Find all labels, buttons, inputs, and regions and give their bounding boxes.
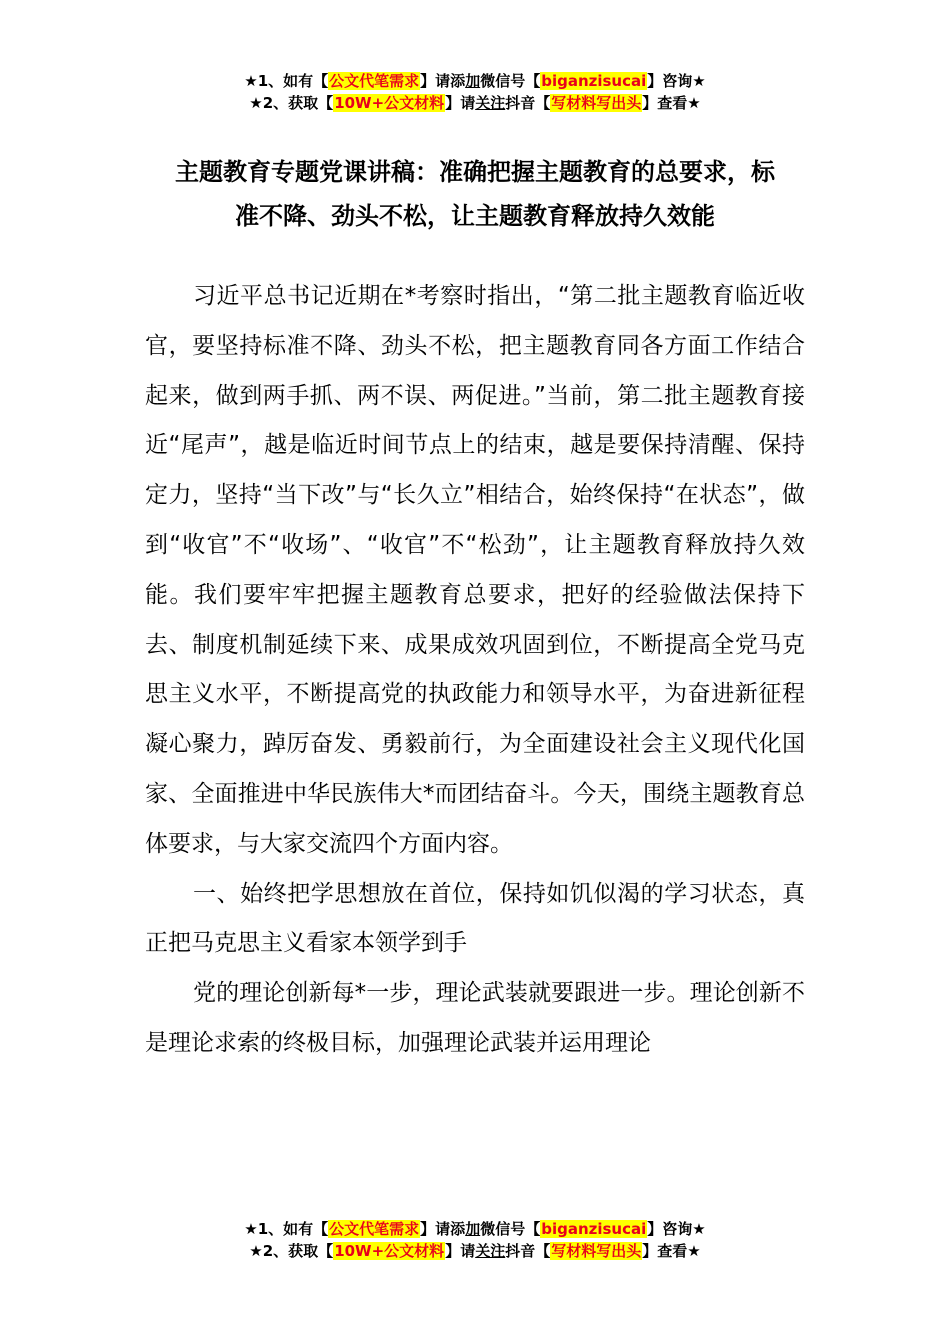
paragraph: 党的理论创新每*一步，理论武装就要跟进一步。理论创新不是理论求索的终极目标，加强理论武装并运用理论	[145, 980, 805, 1056]
notice-text: 】请	[445, 94, 476, 112]
notice-highlight: 公文代笔需求	[329, 1220, 420, 1238]
notice-underlined: 加	[465, 72, 481, 90]
notice-highlight: 写材料写出头	[551, 1242, 642, 1260]
notice-highlight: 公文代笔需求	[329, 72, 420, 90]
header-notice	[0, 70, 950, 114]
title-line-1: 主题教育专题党课讲稿：准确把握主题教育的总要求，标	[175, 158, 775, 186]
notice-text: 抖音【	[505, 94, 551, 112]
notice-text: 】请添	[420, 1220, 466, 1238]
notice-text: 】查看★	[642, 94, 701, 112]
notice-text: 微信号【	[480, 1220, 541, 1238]
notice-text: 】咨询★	[647, 1220, 706, 1238]
notice-text: ★2、获取【	[249, 1242, 334, 1260]
notice-line-1	[0, 1218, 950, 1240]
notice-underlined: 关注	[475, 1242, 506, 1260]
notice-line-2	[0, 92, 950, 114]
notice-text: 】请添	[420, 72, 466, 90]
notice-text: 】咨询★	[647, 72, 706, 90]
notice-line-1	[0, 70, 950, 92]
notice-text: 微信号【	[480, 72, 541, 90]
notice-underlined: 关注	[475, 94, 506, 112]
document-body	[145, 272, 805, 1069]
notice-line-2	[0, 1240, 950, 1262]
notice-highlight: 10W+公文材料	[334, 1242, 445, 1260]
section-heading: 一、始终把学思想放在首位，保持如饥似渴的学习状态，真正把马克思主义看家本领学到手	[145, 880, 805, 957]
paragraph: 习近平总书记近期在*考察时指出，“第二批主题教育临近收官，要坚持标准不降、劲头不松，把主题教育同各方面工作结合起来，做到两手抓、两不误、两促进。”当前，第二批主题教育接近“尾声”，越是临近时间节点上的结束，越是要保持清醒、保持定力，坚持“当下改”与“长久立”相结合，始终保持“在状态”，做到“收官”不“收场”、“收官”不“松劲”，让主题教育释放持久效能。我们要牢牢把握主题教育总要求，把好的经验做法保持下去、制度机制延续下来、成果成效巩固到位，不断提高全党马克思主义水平，不断提高党的执政能力和领导水平，为奋进新征程凝心聚力，踔厉奋发、勇毅前行，为全面建设社会主义现代化国家、全面推进中华民族伟大*而团结奋斗。今天，围绕主题教育总体要求，与大家交流四个方面内容。	[145, 283, 805, 857]
notice-text: ★1、如有【	[244, 1220, 329, 1238]
title-line-2: 准不降、劲头不松，让主题教育释放持久效能	[235, 202, 715, 230]
notice-highlight: biganzisucai	[541, 72, 647, 90]
footer-notice	[0, 1218, 950, 1262]
notice-text: ★2、获取【	[249, 94, 334, 112]
notice-underlined: 加	[465, 1220, 481, 1238]
notice-highlight: 10W+公文材料	[334, 94, 445, 112]
notice-highlight: 写材料写出头	[551, 94, 642, 112]
document-title	[145, 150, 805, 238]
notice-text: 抖音【	[505, 1242, 551, 1260]
notice-text: 】查看★	[642, 1242, 701, 1260]
notice-highlight: biganzisucai	[541, 1220, 647, 1238]
notice-text: ★1、如有【	[244, 72, 329, 90]
notice-text: 】请	[445, 1242, 476, 1260]
